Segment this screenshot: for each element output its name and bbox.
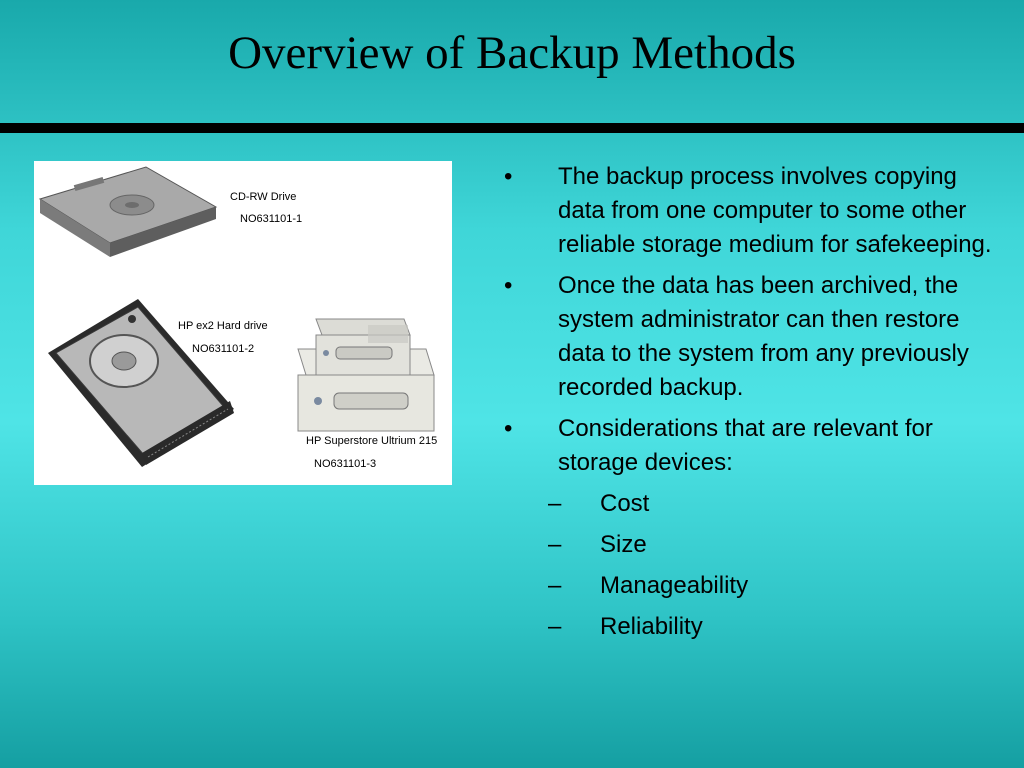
bullet-text: Once the data has been archived, the system administrator can then restore data to the system from any previously recorded backup. — [558, 272, 969, 401]
hdd-label: HP ex2 Hard drive — [178, 320, 268, 332]
bullet-item — [492, 160, 1002, 262]
sub-bullet-text: Manageability — [600, 572, 749, 599]
sub-bullet-text: Size — [600, 531, 647, 558]
sub-bullet-marker: – — [548, 531, 562, 558]
bullet-marker: • — [504, 272, 513, 299]
sub-bullet-item — [492, 528, 1002, 562]
cdrw-drive-image — [40, 167, 216, 257]
bullet-item — [492, 269, 1002, 405]
tape-drive-image — [298, 319, 434, 431]
title-divider — [0, 123, 1024, 133]
cdrw-label: CD-RW Drive — [230, 191, 297, 203]
tape-code: NO631101-3 — [314, 458, 377, 470]
bullet-text: Considerations that are relevant for storage devices: — [558, 415, 933, 476]
slide-title: Overview of Backup Methods — [228, 27, 796, 79]
bullet-marker: • — [504, 415, 513, 442]
sub-bullet-text: Cost — [600, 490, 650, 517]
storage-devices-photo — [34, 161, 452, 485]
sub-bullet-item — [492, 487, 1002, 521]
sub-bullet-marker: – — [548, 490, 562, 517]
sub-bullet-item — [492, 569, 1002, 603]
bullet-marker: • — [504, 163, 513, 190]
sub-bullet-item — [492, 610, 1002, 644]
sub-bullet-text: Reliability — [600, 613, 703, 640]
tape-label: HP Superstore Ultrium 215 — [306, 435, 438, 447]
bullet-list — [492, 160, 1002, 651]
cdrw-code: NO631101-1 — [240, 213, 303, 225]
bullet-item — [492, 412, 1002, 480]
sub-bullet-marker: – — [548, 572, 562, 599]
hdd-code: NO631101-2 — [192, 343, 255, 355]
sub-bullet-marker: – — [548, 613, 562, 640]
bullet-text: The backup process involves copying data from one computer to some other reliable storage medium for safekeeping. — [558, 163, 992, 258]
